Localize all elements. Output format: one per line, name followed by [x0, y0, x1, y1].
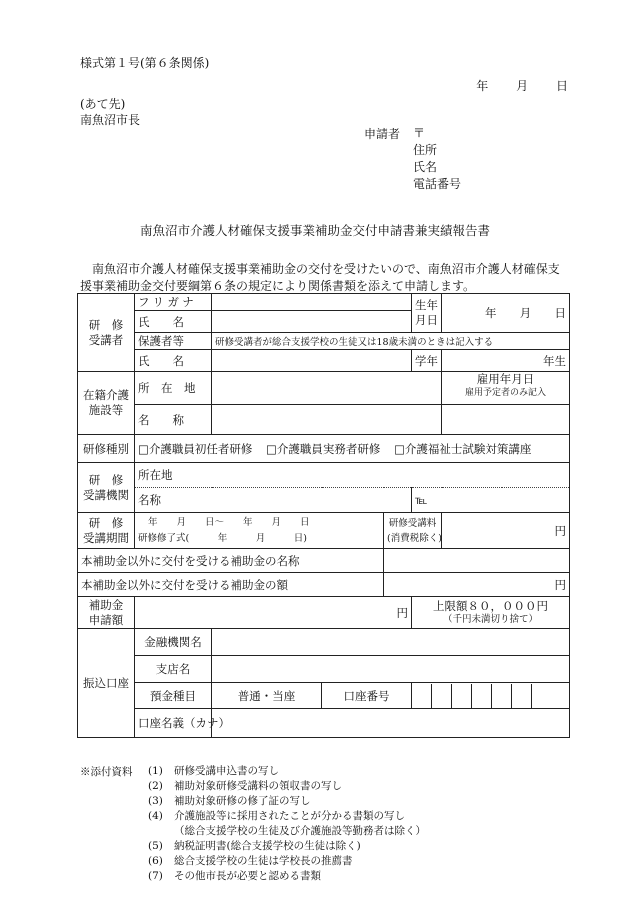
- applicant-fields: [413, 125, 461, 193]
- other-subsidy-name-label: 本補助金以外に交付を受ける補助金の名称: [78, 549, 384, 573]
- guardian-name-label: 氏 名: [135, 350, 212, 372]
- request-amount-field[interactable]: 円: [135, 597, 412, 629]
- document-title: 南魚沼市介護人材確保支援事業補助金交付申請書兼実績報告書: [139, 223, 490, 238]
- deposit-type-label: 預金種目: [135, 683, 212, 709]
- institution-section-label: 研 修 受講機関: [78, 463, 135, 513]
- birthdate-label: 生年 月日: [412, 294, 442, 333]
- attachment-item: （総合支援学校の生徒及び介護施設等勤務者は除く）: [174, 825, 426, 837]
- bank-name-field[interactable]: [212, 629, 570, 656]
- application-form-table: [77, 293, 570, 738]
- attachment-item: (3) 補助対象研修の修了証の写し: [148, 795, 311, 807]
- attachment-item: (5) 納税証明書(総合支援学校の生徒は除く): [148, 840, 361, 852]
- birthdate-field[interactable]: 年 月 日: [442, 294, 570, 333]
- account-holder-field[interactable]: [212, 709, 570, 738]
- account-number-label: 口座番号: [322, 683, 412, 709]
- applicant-postal[interactable]: 〒: [413, 126, 426, 140]
- facility-name-field[interactable]: [212, 405, 442, 435]
- training-type-options: [135, 435, 570, 463]
- institution-address[interactable]: 所在地: [135, 463, 570, 488]
- addressee-name: 南魚沼市長: [80, 113, 141, 127]
- request-amount-label: 補助金 申請額: [78, 597, 135, 629]
- facility-section-label: 在籍介護 施設等: [78, 372, 135, 435]
- checkbox-practitioner-training[interactable]: □介護職員実務者研修: [266, 441, 381, 456]
- trainee-section-label: 研 修 受講者: [78, 294, 135, 372]
- period-range: 年 月 日～ 年 月 日: [148, 516, 310, 528]
- branch-label: 支店名: [135, 656, 212, 683]
- addressee-label: (あて先): [80, 97, 126, 111]
- request-limit: 上限額８０，０００円 （千円未満切り捨て）: [412, 597, 570, 629]
- hire-date-label: 雇用年月日 雇用予定者のみ記入: [442, 372, 570, 405]
- institution-name[interactable]: 名称: [135, 488, 412, 513]
- completion-date: 研修修了式( 年 月 日): [138, 532, 307, 544]
- applicant-label: 申請者: [364, 127, 401, 141]
- date-month-label: 月: [516, 79, 529, 93]
- furigana-label: フリガナ: [135, 294, 212, 311]
- fee-label: 研修受講料 (消費税除く): [384, 513, 442, 549]
- attachment-item: (7) その他市長が必要と認める書類: [148, 870, 321, 882]
- submission-date: [0, 77, 568, 94]
- trainee-name-field[interactable]: [212, 311, 412, 333]
- hire-date-field[interactable]: [442, 405, 570, 435]
- attachments-label: ※添付資料: [80, 766, 133, 778]
- trainee-name-label: 氏 名: [135, 311, 212, 333]
- attachment-item: (4) 介護施設等に採用されたことが分かる書類の写し: [148, 810, 405, 822]
- intro-text: 南魚沼市介護人材確保支援事業補助金の交付を受けたいので、南魚沼市介護人材確保支援事業補助金交付要綱第６条の規定により関係書類を添えて申請します。: [80, 262, 560, 293]
- other-subsidy-amount-field[interactable]: 円: [384, 573, 570, 597]
- checkbox-exam-course[interactable]: □介護福祉士試験対策講座: [394, 441, 532, 456]
- attachment-item: (1) 研修受講申込書の写し: [148, 765, 279, 777]
- facility-address-field[interactable]: [212, 372, 442, 405]
- attachment-item: (6) 総合支援学校の生徒は学校長の推薦書: [148, 855, 353, 867]
- period-field[interactable]: [135, 513, 384, 549]
- furigana-field[interactable]: [212, 294, 412, 311]
- deposit-type-options[interactable]: 普通・当座: [212, 683, 322, 709]
- attachment-item: (2) 補助対象研修受講料の領収書の写し: [148, 780, 342, 792]
- attachments-list: [148, 764, 426, 884]
- period-section-label: 研 修 受講期間: [78, 513, 135, 549]
- guardian-note: 研修受講者が総合支援学校の生徒又は18歳未満のときは記入する: [212, 333, 570, 350]
- other-subsidy-amount-label: 本補助金以外に交付を受ける補助金の額: [78, 573, 384, 597]
- date-year-label: 年: [476, 79, 489, 93]
- guardian-label: 保護者等: [135, 333, 212, 350]
- account-holder-label: 口座名義（カナ）: [135, 709, 212, 738]
- institution-tel[interactable]: ℡: [412, 488, 570, 513]
- facility-name-label: 名 称: [135, 405, 212, 435]
- grade-field[interactable]: 年生: [442, 350, 570, 372]
- branch-field[interactable]: [212, 656, 570, 683]
- bank-name-label: 金融機関名: [135, 629, 212, 656]
- fee-field[interactable]: 円: [442, 513, 570, 549]
- account-number-field[interactable]: [412, 683, 570, 709]
- addressee: [80, 96, 140, 128]
- grade-label: 学年: [412, 350, 442, 372]
- bank-section-label: 振込口座: [78, 629, 135, 738]
- facility-address-label: 所 在 地: [135, 372, 212, 405]
- training-type-label: 研修種別: [78, 435, 135, 463]
- other-subsidy-name-field[interactable]: [384, 549, 570, 573]
- checkbox-initial-training[interactable]: □介護職員初任者研修: [138, 441, 253, 456]
- applicant-address[interactable]: 住所: [413, 143, 438, 157]
- applicant-phone[interactable]: 電話番号: [413, 177, 462, 191]
- guardian-name-field[interactable]: [212, 350, 412, 372]
- date-day-label: 日: [555, 79, 568, 93]
- applicant-name[interactable]: 氏名: [413, 160, 438, 174]
- form-number: 様式第１号(第６条関係): [80, 56, 210, 70]
